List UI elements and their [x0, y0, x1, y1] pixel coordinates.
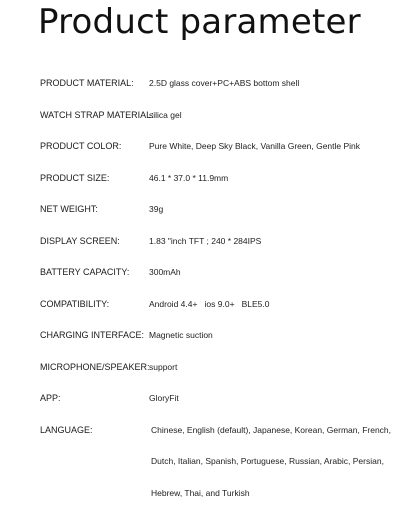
spec-value: Pure White, Deep Sky Black, Vanilla Green, Gentle Pink [149, 141, 361, 151]
spec-row-product-color [40, 131, 410, 163]
spec-row-microphone-speaker [40, 352, 410, 384]
spec-value: support [149, 361, 178, 372]
spec-label: PRODUCT SIZE: [40, 172, 110, 183]
language-list [148, 415, 391, 510]
spec-value: GloryFit [149, 393, 179, 403]
spec-label: NET WEIGHT: [40, 204, 98, 214]
spec-row-strap-material [40, 100, 410, 132]
spec-table [40, 68, 410, 509]
language-line: Hebrew, Thai, and Turkish [151, 487, 250, 498]
spec-row-charging-interface [40, 320, 410, 352]
page-title: Product parameter [38, 2, 361, 42]
spec-label: DISPLAY SCREEN: [40, 235, 120, 246]
spec-label: PRODUCT COLOR: [40, 141, 122, 151]
spec-label: PRODUCT MATERIAL: [40, 78, 134, 88]
spec-value: silica gel [149, 109, 182, 120]
language-line: Dutch, Italian, Spanish, Portuguese, Russian, Arabic, Persian, [151, 456, 384, 466]
spec-label: BATTERY CAPACITY: [40, 267, 130, 277]
spec-value: 1.83 "inch TFT ; 240 * 284IPS [149, 235, 262, 246]
spec-row-language [40, 415, 410, 510]
spec-row-product-size [40, 163, 410, 195]
spec-value: 2.5D glass cover+PC+ABS bottom shell [149, 78, 300, 88]
spec-row-product-material [40, 68, 410, 100]
spec-row-app [40, 383, 410, 415]
spec-value: 300mAh [149, 267, 181, 277]
spec-label: MICROPHONE/SPEAKER: [40, 361, 150, 372]
spec-label: COMPATIBILITY: [40, 298, 110, 309]
spec-row-battery-capacity [40, 257, 410, 289]
spec-value: 39g [149, 204, 164, 214]
spec-label: CHARGING INTERFACE: [40, 330, 145, 340]
spec-row-compatibility [40, 289, 410, 321]
spec-value: Magnetic suction [149, 330, 213, 340]
spec-label: APP: [40, 393, 61, 403]
spec-label: WATCH STRAP MATERIAL: [40, 109, 154, 120]
spec-value: 46.1 * 37.0 * 11.9mm [149, 172, 229, 183]
spec-label: LANGUAGE: [40, 424, 93, 435]
spec-row-net-weight [40, 194, 410, 226]
language-line: Chinese, English (default), Japanese, Korean, German, French, [151, 424, 392, 435]
spec-row-display-screen [40, 226, 410, 258]
spec-value: Android 4.4+ ios 9.0+ BLE5.0 [149, 298, 270, 309]
